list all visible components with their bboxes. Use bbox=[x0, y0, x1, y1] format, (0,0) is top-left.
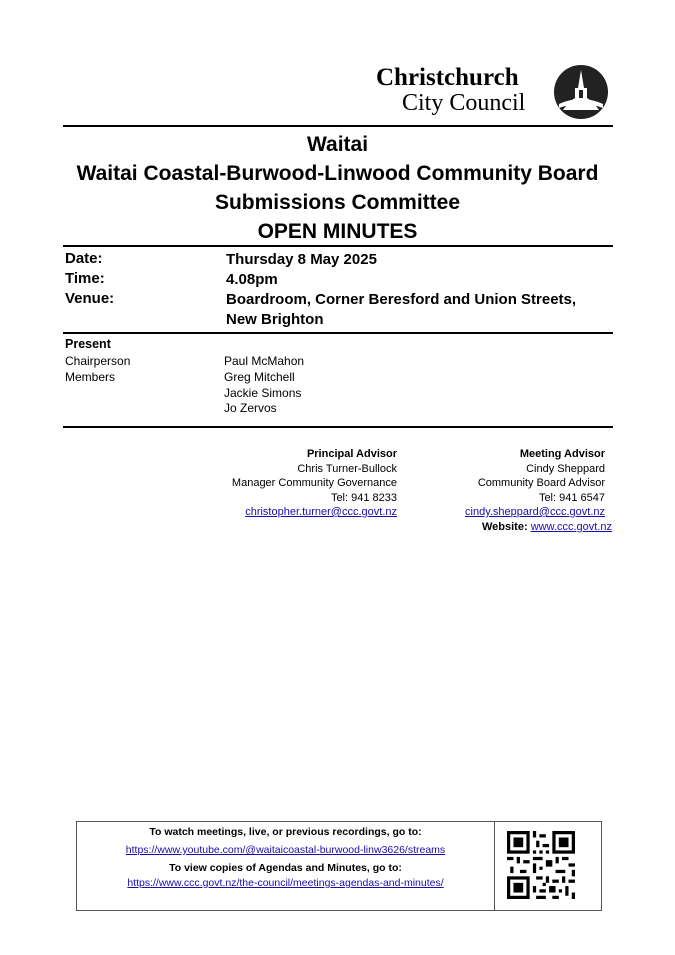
logo-line2: City Council bbox=[402, 90, 526, 116]
title-block bbox=[0, 130, 675, 246]
member-name: Jo Zervos bbox=[224, 401, 277, 415]
meeting-advisor-name: Cindy Sheppard bbox=[526, 462, 605, 475]
venue-value: Boardroom, Corner Beresford and Union Streets, New Brighton bbox=[226, 291, 577, 328]
youtube-streams-link[interactable]: https://www.youtube.com/@waitaicoastal-burwood-linw3626/streams bbox=[125, 844, 446, 856]
details-rule bbox=[63, 332, 613, 334]
qr-code-icon[interactable] bbox=[507, 831, 575, 899]
principal-advisor-email-link[interactable]: christopher.turner@ccc.govt.nz bbox=[245, 506, 397, 518]
chairperson-label: Chairperson bbox=[65, 354, 131, 368]
principal-advisor-tel: Tel: 941 8233 bbox=[330, 491, 397, 504]
document-type: OPEN MINUTES bbox=[257, 220, 418, 243]
member-name: Greg Mitchell bbox=[224, 370, 295, 384]
meeting-advisor-email-link[interactable]: cindy.sheppard@ccc.govt.nz bbox=[465, 506, 605, 518]
meeting-advisor-role: Community Board Advisor bbox=[477, 477, 605, 489]
website-line bbox=[482, 521, 612, 533]
footer-box bbox=[76, 821, 602, 911]
meeting-advisor bbox=[465, 447, 605, 520]
principal-advisor-name: Chris Turner-Bullock bbox=[297, 462, 397, 475]
date-value: Thursday 8 May 2025 bbox=[226, 251, 377, 268]
meeting-advisor-heading: Meeting Advisor bbox=[519, 448, 605, 460]
chairperson-name: Paul McMahon bbox=[224, 354, 305, 368]
members-label: Members bbox=[65, 370, 116, 384]
watch-label: To watch meetings, live, or previous recordings, go to: bbox=[149, 826, 422, 838]
meeting-advisor-tel: Tel: 941 6547 bbox=[538, 491, 605, 504]
page-title: Waitai bbox=[306, 133, 369, 156]
date-label: Date: bbox=[65, 250, 103, 267]
agenda-label: To view copies of Agendas and Minutes, go to: bbox=[169, 862, 402, 874]
present-rule bbox=[63, 426, 613, 428]
principal-advisor-role: Manager Community Governance bbox=[231, 477, 397, 489]
cathedral-spire-icon bbox=[553, 64, 609, 120]
principal-advisor bbox=[232, 447, 397, 520]
principal-advisor-heading: Principal Advisor bbox=[306, 448, 397, 460]
logo-line1: Christchurch bbox=[376, 64, 519, 91]
member-name: Jackie Simons bbox=[224, 385, 302, 400]
footer-divider bbox=[494, 822, 495, 910]
website-label: Website: bbox=[481, 521, 528, 533]
present-heading: Present bbox=[65, 337, 111, 351]
time-value: 4.08pm bbox=[226, 271, 278, 288]
venue-label: Venue: bbox=[65, 290, 115, 307]
council-logo bbox=[372, 62, 612, 122]
agendas-minutes-link[interactable]: https://www.ccc.govt.nz/the-council/meetings-agendas-and-minutes/ bbox=[127, 877, 444, 889]
time-label: Time: bbox=[65, 270, 105, 287]
top-rule bbox=[63, 125, 613, 127]
title-rule bbox=[63, 245, 613, 247]
website-link[interactable]: www.ccc.govt.nz bbox=[530, 521, 612, 533]
committee-name: Submissions Committee bbox=[214, 191, 461, 214]
board-name: Waitai Coastal-Burwood-Linwood Community Board bbox=[76, 162, 599, 185]
